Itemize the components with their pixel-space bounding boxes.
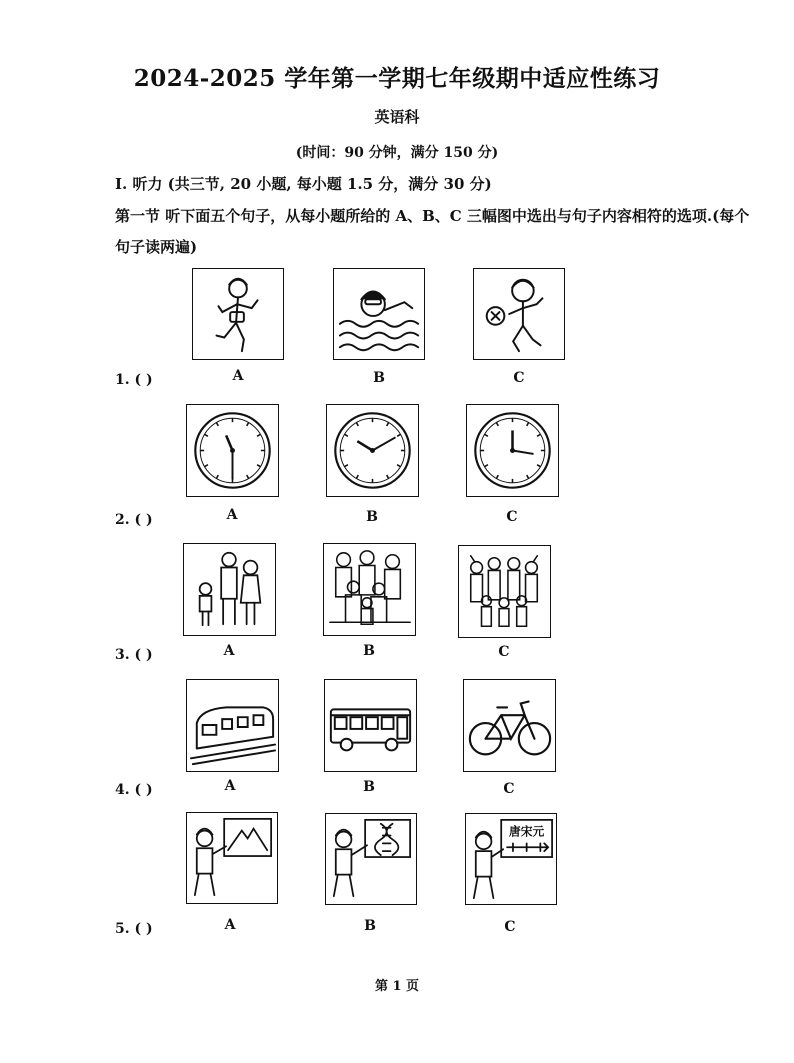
clock-tick [356, 475, 358, 478]
q3-option-b-picture[interactable] [323, 543, 416, 636]
small-family-icon [184, 544, 275, 635]
clock-tick [205, 465, 208, 467]
clock-tick [397, 434, 400, 436]
q4-option-c-label: C [503, 781, 515, 797]
q5-option-c-picture[interactable] [465, 813, 557, 905]
question-1-number: 1. ( ) [115, 372, 153, 388]
q1-option-b-label: B [373, 370, 385, 386]
clock-tick [397, 465, 400, 467]
big-family-icon [324, 544, 415, 635]
football-boy-icon [474, 269, 564, 359]
clock-tick [257, 465, 260, 467]
q3-option-b-label: B [363, 643, 375, 659]
clock-tick [345, 465, 348, 467]
q1-option-c-label: C [513, 370, 525, 386]
clock-tick [345, 434, 348, 436]
swimming-boy-icon [334, 269, 424, 359]
clock-tick [485, 434, 488, 436]
clock-tick [356, 423, 358, 426]
clock-tick [216, 475, 218, 478]
cheering-family-icon [459, 546, 550, 637]
section-instruction: 第一节 听下面五个句子，从每小题所给的 A、B、C 三幅图中选出与句子内容相符的选项.(每个句子读两遍) [115, 207, 750, 256]
clock-tick [537, 434, 540, 436]
q2-option-b-label: B [366, 509, 378, 525]
q1-option-c-picture[interactable] [473, 268, 565, 360]
question-4-number: 4. ( ) [115, 782, 153, 798]
q2-option-a-label: A [226, 507, 238, 523]
clock-tick [257, 434, 260, 436]
q5-option-b-picture[interactable] [325, 813, 417, 905]
question-2-number: 2. ( ) [115, 512, 153, 528]
q1-option-a-label: A [232, 368, 244, 384]
clock-tick [496, 423, 498, 426]
clock-tick [247, 423, 249, 426]
clock-tick [387, 423, 389, 426]
q4-option-a-picture[interactable] [186, 679, 279, 772]
history-board-text: 唐宋元 [509, 824, 545, 839]
clock-10-10-icon [327, 405, 418, 496]
train-icon [187, 680, 278, 771]
q2-option-c-picture[interactable] [466, 404, 559, 497]
q3-option-a-label: A [223, 643, 235, 659]
clock-tick [527, 475, 529, 478]
teacher-history-icon [466, 814, 556, 904]
q4-option-c-picture[interactable] [463, 679, 556, 772]
teacher-dna-icon [326, 814, 416, 904]
q5-option-a-label: A [224, 917, 236, 933]
clock-tick [216, 423, 218, 426]
clock-tick [485, 465, 488, 467]
q2-option-b-picture[interactable] [326, 404, 419, 497]
q2-option-c-label: C [506, 509, 518, 525]
q5-option-c-label: C [504, 919, 516, 935]
clock-11-30-icon [187, 405, 278, 496]
section-heading: I. 听力 (共三节, 20 小题, 每小题 1.5 分，满分 30 分) [115, 175, 492, 193]
q5-option-b-label: B [364, 918, 376, 934]
q2-option-a-picture[interactable] [186, 404, 279, 497]
subject-label: 英语科 [374, 108, 420, 126]
q4-option-b-label: B [363, 779, 375, 795]
q4-option-a-label: A [224, 778, 236, 794]
q3-option-c-picture[interactable] [458, 545, 551, 638]
page-number: 第 1 页 [374, 979, 420, 994]
clock-tick [205, 434, 208, 436]
clock-tick [247, 475, 249, 478]
page-title: 2024-2025 学年第一学期七年级期中适应性练习 [133, 65, 661, 92]
q4-option-b-picture[interactable] [324, 679, 417, 772]
q3-option-a-picture[interactable] [183, 543, 276, 636]
time-info: (时间：90 分钟，满分 150 分) [295, 145, 499, 161]
q1-option-a-picture[interactable] [192, 268, 284, 360]
question-3-number: 3. ( ) [115, 647, 153, 663]
clock-12-15-icon [467, 405, 558, 496]
clock-tick [496, 475, 498, 478]
question-5-number: 5. ( ) [115, 921, 153, 937]
clock-tick [387, 475, 389, 478]
running-boy-icon [193, 269, 283, 359]
bicycle-icon [464, 680, 555, 771]
clock-tick [537, 465, 540, 467]
bus-icon [325, 680, 416, 771]
q3-option-c-label: C [498, 644, 510, 660]
clock-tick [527, 423, 529, 426]
teacher-mountain-icon [187, 813, 277, 903]
q5-option-a-picture[interactable] [186, 812, 278, 904]
q1-option-b-picture[interactable] [333, 268, 425, 360]
